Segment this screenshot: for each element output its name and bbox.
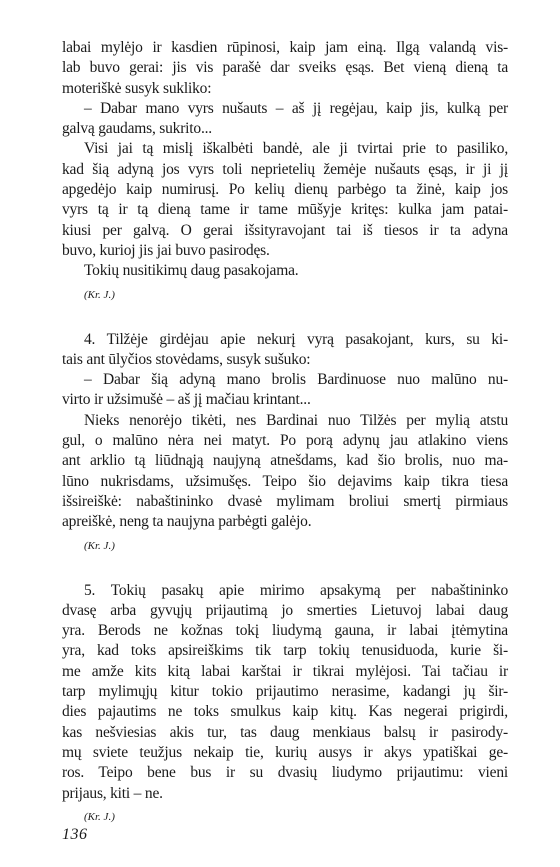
text-line: kas nešviesias akis tur, tas daug menkiaus balsų ir pasirody- xyxy=(62,723,508,741)
paragraph xyxy=(62,411,508,533)
text-line: lūno nukrisdams, užsimušęs. Teipo šio dejavims kaip tikra tiesa xyxy=(62,472,508,490)
text-line: kiusi per galvą. O gerai išsityravojant tai iš tiesos ir ta adyna xyxy=(62,221,508,239)
text-line: ros. Teipo bene bus ir su dvasių liudymo prijautimu: vieni xyxy=(62,764,508,782)
source-citation: (Kr. J.) xyxy=(84,539,115,552)
paragraph xyxy=(62,99,508,140)
paragraph xyxy=(62,38,508,99)
text-line: Nieks nenorėjo tikėti, nes Bardinai nuo Tilžės per mylią atstu xyxy=(84,411,508,429)
text-line: apgedėjo kaip numirusį. Po kelių dienų parbėgo ta žinė, kaip jos xyxy=(62,181,508,199)
text-line: gul, o malūno nėra nei matyt. Po porą adynų jau atlakino viens xyxy=(62,432,508,450)
paragraph xyxy=(62,330,508,371)
text-line: lab buvo gerai: jis vis parašė dar sveiks ęsąs. Bet vieną dieną ta xyxy=(62,59,508,77)
text-line: tarp mylimųjų kitur tokio prijautimo nerasime, kadangi jų šir- xyxy=(62,683,508,701)
text-line: 4. Tilžėje girdėjau apie nekurį vyrą pasakojant, kurs, su ki- xyxy=(84,330,508,348)
text-line: yra. Berods ne kožnas tokį liudymą gauna, ir labai įtėmytina xyxy=(62,622,508,640)
text-line: Visi jai tą mislį iškalbėti bandė, ale ji tvirtai prie to pasiliko, xyxy=(84,140,508,158)
text-line: yra, kad toks apsireiškims tik tarp tokių tenusiduoda, kurie ši- xyxy=(62,642,508,660)
section-gap xyxy=(62,304,508,330)
text-line: vyrs tą ir tą dieną tame ir tame mūšyje kritęs: kulka jam patai- xyxy=(62,201,508,219)
text-line: 5. Tokių pasakų apie mirimo apsakymą per nabaštininko xyxy=(84,581,508,599)
text-line: dies pajautims ne toks smulkus kaip kitų. Kas negerai prigirdi, xyxy=(62,703,508,721)
text-line: prijaus, kiti – ne. xyxy=(62,784,163,802)
text-line: galvą gaudams, sukrito... xyxy=(62,120,212,138)
text-line: – Dabar šią adyną mano brolis Bardinuose nuo malūno nu- xyxy=(84,371,508,389)
text-line: kad šią adyną jos vyrs toli neprietelių žemėje nušauts ęsąs, ir ji jį xyxy=(62,160,508,178)
text-line: apreiškė, neng ta naujyna parbėgti galėjo. xyxy=(62,513,312,531)
source-citation: (Kr. J.) xyxy=(84,810,115,823)
text-line: tais ant ūlyčios stovėdams, susyk sušuko: xyxy=(62,350,311,368)
text-line: išsireiškė: nabaštininko dvasė mylimam broliui smertį pirmiaus xyxy=(62,492,508,510)
paragraph xyxy=(62,581,508,804)
text-line: moteriškė susyk sukliko: xyxy=(62,79,212,97)
page-text xyxy=(62,38,508,826)
source-citation: (Kr. J.) xyxy=(84,288,115,301)
text-line: virto ir užsimušė – aš jį mačiau krintant... xyxy=(62,391,311,409)
text-line: Tokių nusitikimų daug pasakojama. xyxy=(84,262,299,280)
text-line: dvasę arba gyvųjų prijautimą jo smerties Lietuvoj labai daug xyxy=(62,601,508,619)
text-line: – Dabar mano vyrs nušauts – aš jį regėjau, kaip jis, kulką per xyxy=(84,99,508,117)
paragraph xyxy=(62,139,508,261)
text-line: labai mylėjo ir kasdien rūpinosi, kaip jam einą. Ilgą valandą vis- xyxy=(62,39,508,56)
text-line: me amže kits kitą labai karštai ir tikrai mylėjosi. Tai tačiau ir xyxy=(62,662,508,680)
text-line: buvo, kurioj jis jai buvo pasirodęs. xyxy=(62,241,270,259)
text-line: ant arklio tą liūdnąją naujyną atnešdams, kad šio brolis, nuo ma- xyxy=(62,452,508,470)
text-line: mų sviete teužjus nekaip tie, kurių ausys ir akys ypatiškai ge- xyxy=(62,743,508,761)
paragraph xyxy=(62,370,508,411)
page-number: 136 xyxy=(62,826,88,843)
paragraph xyxy=(62,261,508,281)
section-gap xyxy=(62,555,508,581)
